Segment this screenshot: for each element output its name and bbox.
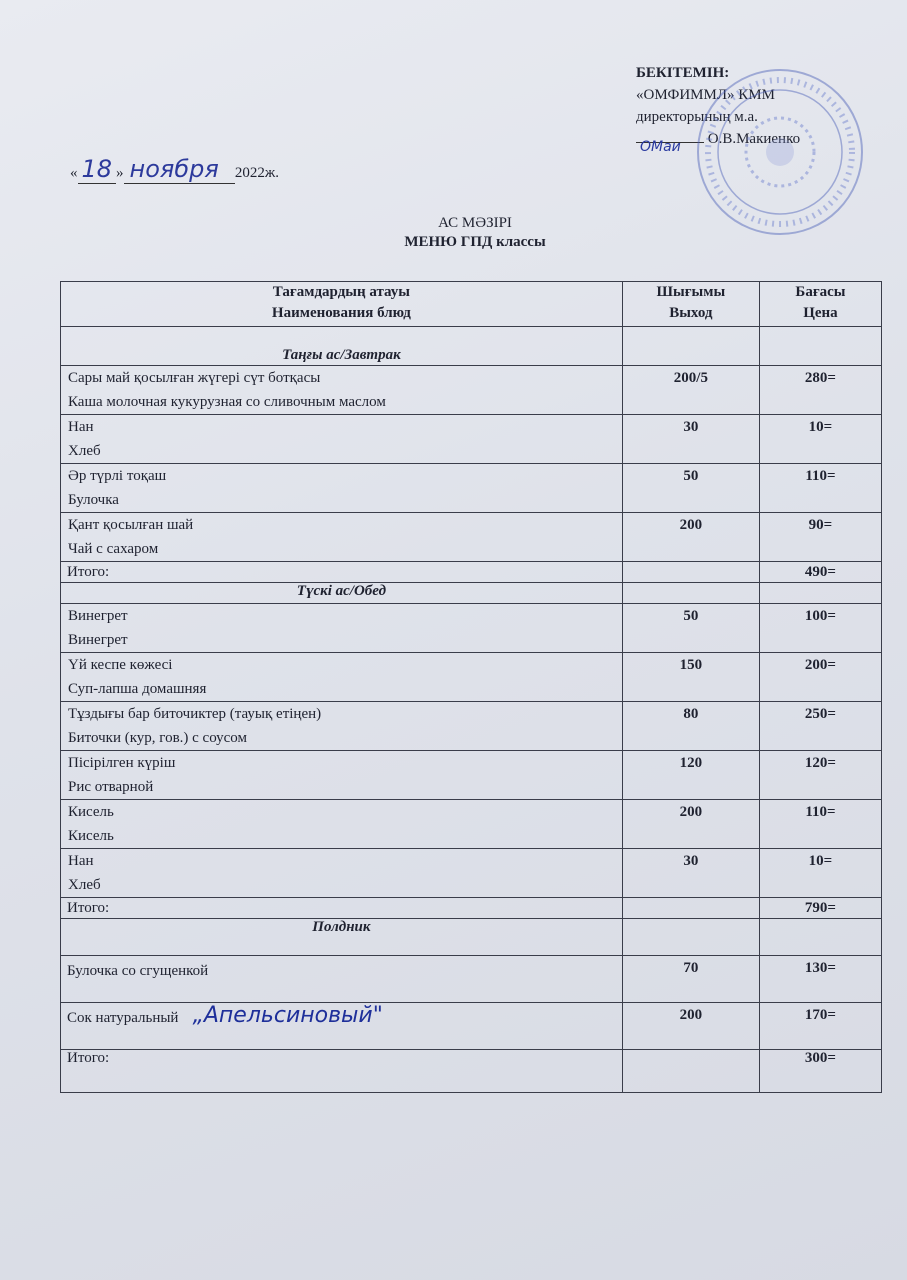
total-price: 490= [759,562,881,583]
title-kz: АС МӘЗІРІ [438,215,512,231]
page-title [300,214,650,252]
approval-heading: БЕКІТЕМІН: [636,65,730,81]
dish-name: Нан Хлеб [61,415,623,464]
total-row-breakfast [61,562,882,583]
signature: ОМаи [640,139,681,155]
dish-output: 70 [622,956,759,1003]
total-label: Итого: [61,898,623,919]
dish-name: Винегрет Винегрет [61,604,623,653]
dish-name: Сок натуральный „Апельсиновый" [61,1003,623,1050]
total-label: Итого: [61,562,623,583]
date-open-quote: « [70,165,78,181]
approval-organization: «ОМФИММЛ» КММ [636,87,775,103]
total-price: 790= [759,898,881,919]
table-row [61,1003,882,1050]
dish-name: Пісірілген күріш Рис отварной [61,751,623,800]
document-date [70,155,279,184]
dish-price: 10= [759,415,881,464]
date-day: 18 [81,155,113,183]
dish-name: Әр түрлі тоқаш Булочка [61,464,623,513]
dish-price: 120= [759,751,881,800]
dish-output: 150 [622,653,759,702]
table-row [61,849,882,898]
dish-name: Қант қосылған шай Чай с сахаром [61,513,623,562]
header-name: Тағамдардың атауы Наименования блюд [61,282,623,327]
dish-output: 80 [622,702,759,751]
approval-position: директорының м.а. [636,109,758,125]
table-header [61,282,882,327]
table-row [61,366,882,415]
section-title: Түскі ас/Обед [61,583,623,604]
dish-name: Тұздығы бар биточиктер (тауық етіңен) Биточки (кур, гов.) с соусом [61,702,623,751]
total-label: Итого: [61,1050,623,1093]
dish-price: 200= [759,653,881,702]
dish-output: 30 [622,849,759,898]
dish-price: 130= [759,956,881,1003]
date-month: ноября [129,155,219,183]
total-price: 300= [759,1050,881,1093]
dish-output: 200 [622,513,759,562]
dish-price: 280= [759,366,881,415]
header-price: Бағасы Цена [759,282,881,327]
dish-output: 30 [622,415,759,464]
table-row [61,513,882,562]
header-output: Шығымы Выход [622,282,759,327]
table-row [61,604,882,653]
table-row [61,415,882,464]
dish-output: 120 [622,751,759,800]
date-year: 2022ж. [234,165,279,181]
dish-name: Булочка со сгущенкой [61,956,623,1003]
title-ru: МЕНЮ ГПД классы [404,234,546,250]
dish-price: 110= [759,464,881,513]
dish-price: 170= [759,1003,881,1050]
section-lunch [61,583,882,604]
dish-name: Кисель Кисель [61,800,623,849]
dish-output: 200 [622,1003,759,1050]
dish-name: Сары май қосылған жүгері сүт ботқасы Каша молочная кукурузная со сливочным маслом [61,366,623,415]
dish-output: 50 [622,464,759,513]
dish-name: Үй кеспе көжесі Суп-лапша домашняя [61,653,623,702]
dish-name: Нан Хлеб [61,849,623,898]
menu-table [60,281,882,1093]
dish-output: 200/5 [622,366,759,415]
section-breakfast [61,327,882,366]
director-name: О.В.Макиенко [707,131,801,147]
dish-output: 50 [622,604,759,653]
handwritten-note: „Апельсиновый" [192,1003,383,1028]
dish-price: 90= [759,513,881,562]
dish-price: 10= [759,849,881,898]
dish-output: 200 [622,800,759,849]
table-row [61,956,882,1003]
section-snack [61,919,882,956]
date-close-quote: » [116,165,124,181]
table-row [61,653,882,702]
section-title: Таңғы ас/Завтрак [61,327,623,366]
total-row-snack [61,1050,882,1093]
table-row [61,751,882,800]
dish-price: 100= [759,604,881,653]
table-row [61,702,882,751]
dish-price: 110= [759,800,881,849]
table-row [61,800,882,849]
stamp-seal-icon [694,66,866,238]
section-title: Полдник [61,919,623,956]
dish-price: 250= [759,702,881,751]
table-row [61,464,882,513]
total-row-lunch [61,898,882,919]
